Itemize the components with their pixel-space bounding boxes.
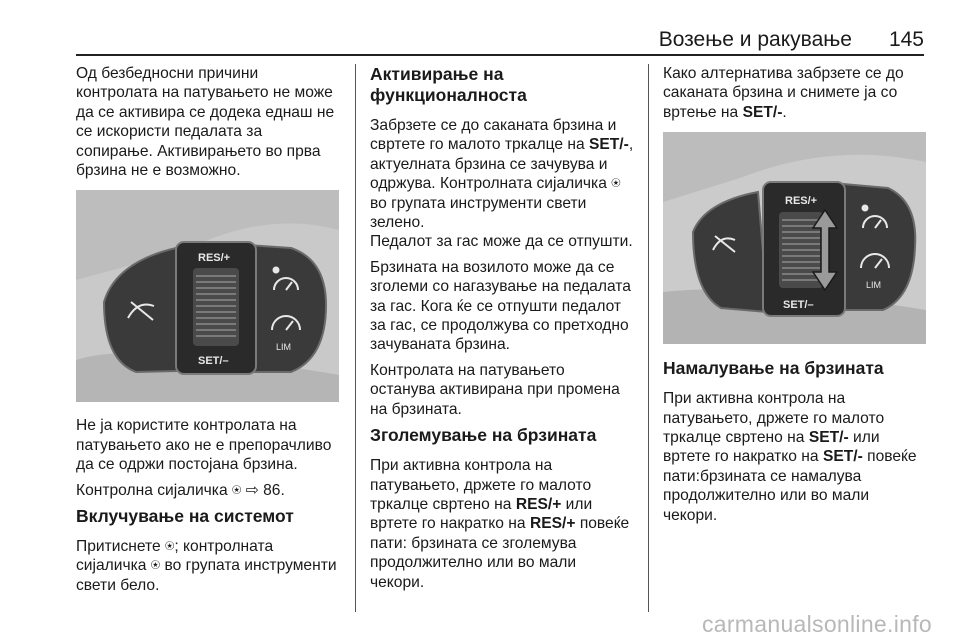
reference-arrow-icon: ⇨ bbox=[245, 480, 259, 499]
heading-switch-on: Вклучување на системот bbox=[76, 506, 294, 527]
paragraph-gear-change: Контролата на патувањето останува активирана при промена на брзината. bbox=[370, 361, 620, 418]
cruise-control-icon: ⍟ bbox=[165, 537, 175, 556]
cruise-control-icon: ⍟ bbox=[611, 174, 621, 193]
heading-decrease-speed: Намалување на брзината bbox=[663, 358, 884, 379]
column-1 bbox=[76, 64, 340, 601]
res-label: RES/+ bbox=[198, 252, 231, 265]
watermark: carmanualsonline.info bbox=[701, 611, 932, 637]
section-title: Возење и ракување bbox=[658, 28, 852, 51]
page-number: 145 bbox=[888, 28, 924, 51]
paragraph-activate: Забрзете се до саканата брзина и свртете го малото тркалце на SET/-, актуелната брзина се зачувува и одржува. Контролната сијаличка ⍟ во групата инструменти свети зелено. Педалот за гас може да се отпушти. bbox=[370, 117, 634, 251]
column-divider-1 bbox=[355, 64, 356, 612]
cruise-control-icon: ⍟ bbox=[150, 556, 161, 575]
paragraph-lamp-reference: Контролна сијаличка ⍟ ⇨ 86. bbox=[76, 480, 285, 499]
steering-wheel-controls-figure bbox=[76, 190, 339, 402]
paragraph-alternative: Како алтернатива забрзете се до саканата брзина и снимете ја со вртење на SET/-. bbox=[663, 65, 904, 121]
lim-label: LIM bbox=[276, 342, 292, 353]
heading-increase-speed: Зголемување на брзината bbox=[370, 425, 597, 446]
column-3 bbox=[663, 64, 927, 531]
header-rule bbox=[76, 54, 924, 56]
set-label: SET/– bbox=[198, 355, 229, 368]
column-divider-2 bbox=[648, 64, 649, 612]
cruise-control-icon: ⍟ bbox=[232, 480, 242, 499]
heading-activate: Активирање на функционалноста bbox=[370, 64, 527, 105]
set-label: SET/– bbox=[783, 299, 814, 312]
thumbwheel-figure bbox=[663, 132, 926, 344]
res-label: RES/+ bbox=[785, 195, 818, 208]
paragraph-not-recommended: Не ја користите контролата на патувањето ако не е препорачливо да се одржи постојана брзина. bbox=[76, 417, 332, 474]
paragraph-switch-on: Притиснете ⍟; контролната сијаличка ⍟ во групата инструменти свети бело. bbox=[76, 537, 337, 594]
page-header bbox=[76, 24, 924, 56]
column-2 bbox=[370, 64, 634, 598]
paragraph-decrease-speed: При активна контрола на патувањето, држете го малото тркалце свртено на SET/- или вртете го накратко на SET/- повеќе пати:брзината се намалува продолжително или во мали чекори. bbox=[663, 390, 917, 524]
paragraph-safety: Од безбедносни причини контролата на патувањето не може да се активира се додека еднаш не се искористи педалата за сопирање. Активирањето во прва брзина не е возможно. bbox=[76, 65, 335, 180]
paragraph-accelerate: Брзината на возилото може да се зголеми со нагазување на педалата за гас. Кога ќе се отпушти педалот за гас, се продолжува со претходно зачуваната брзина. bbox=[370, 258, 631, 354]
paragraph-increase-speed: При активна контрола на патувањето, држете го малото тркалце свртено на RES/+ или вртете го накратко на RES/+ повеќе пати: брзината се зголемува продолжително или во мали чекори. bbox=[370, 457, 630, 591]
lim-label: LIM bbox=[866, 280, 882, 291]
